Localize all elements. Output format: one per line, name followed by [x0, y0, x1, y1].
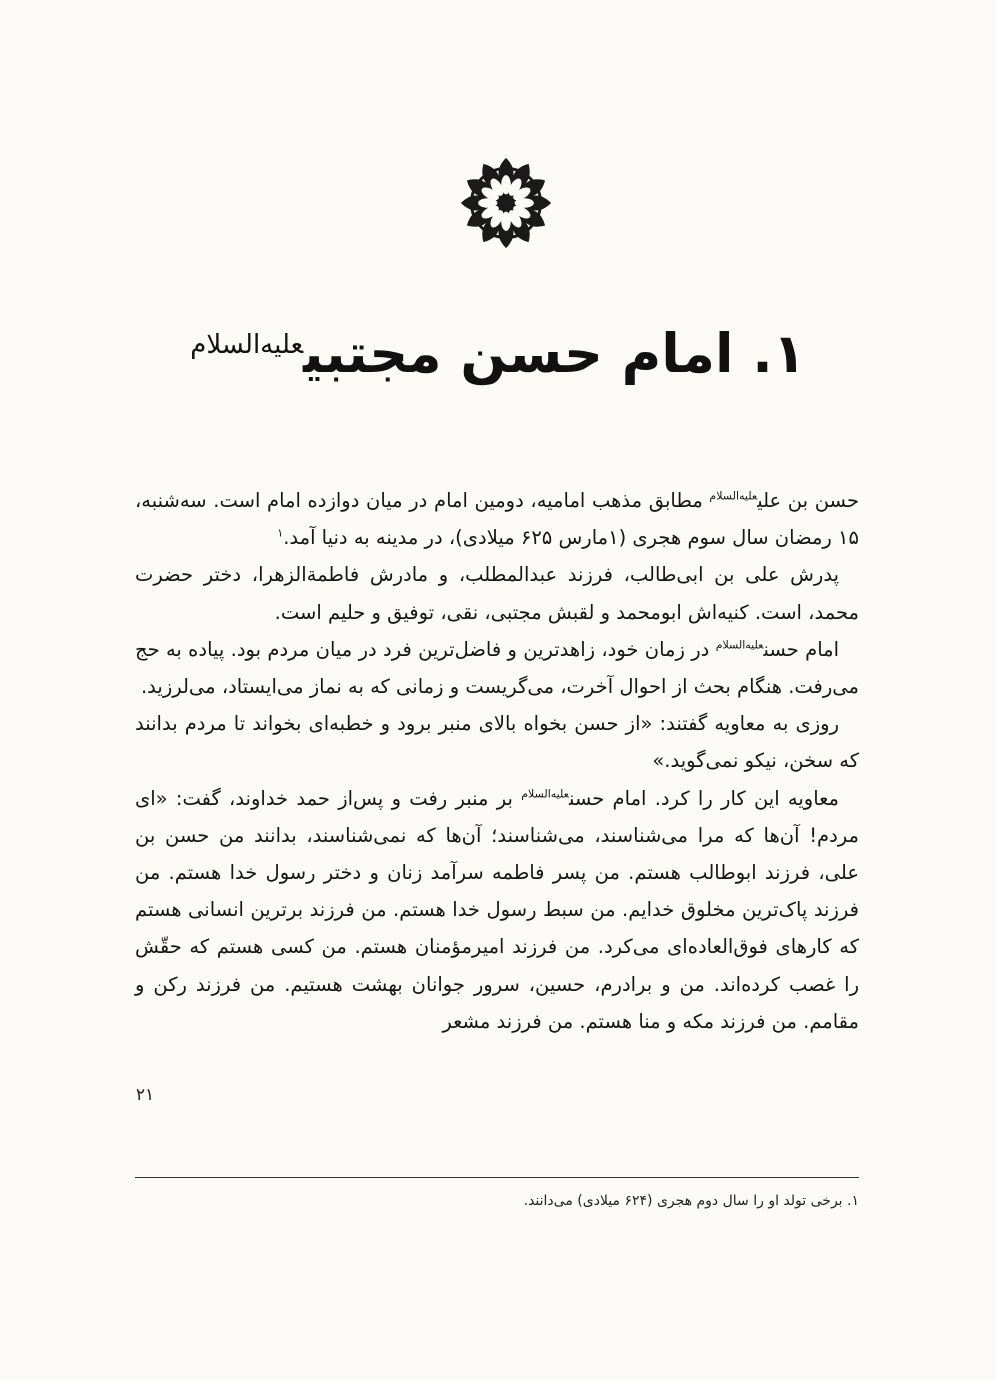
paragraph-1-text: مطابق مذهب امامیه، دومین امام در میان دوازده امام است. سه‌شنبه، ۱۵ رمضان سال سوم هجری (۱مارس ۶۲۵ میلادی)، در مدینه به دنیا آمد. [135, 489, 859, 550]
paragraph-5-text: بر منبر رفت و پس‌از حمد خداوند، گفت: «ای مردم! آن‌ها که مرا می‌شناسند، می‌شناسند؛ آن‌ها که نمی‌شناسند، بدانند من حسن بن علی، فرزند ابوطالب هستم. من پسر فاطمه سرآمد زنان و دختر رسول خدا هستم. من فرزند پاک‌ترین مخلوق خدایم. من سبط رسول خدا هستم. من فرزند برترین انسانی هستم که کارهای فوق‌العاده‌ای می‌کرد. من فرزند امیرمؤمنان هستم. من کسی هستم که حقّش را غصب کرده‌اند. من و برادرم، حسین، سرور جوانان بهشت هستیم. من فرزند رکن و مقامم. من فرزند مکه و منا هستم. من فرزند مشعر [135, 786, 859, 1033]
paragraph-3-start: امام حسن [763, 637, 839, 661]
paragraph-2: پدرش علی بن ابی‌طالب، فرزند عبدالمطلب، و مادرش فاطمة‌الزهرا، دختر حضرت محمد، است. کنیه‌اش ابومحمد و لقبش مجتبی، نقی، توفیق و حلیم است. [135, 563, 859, 624]
paragraph-3 [135, 631, 859, 705]
footnote-reference: ۱ [277, 526, 284, 540]
page-number: ۲۱ [135, 1085, 155, 1105]
paragraph-3-text: در زمان خود، زاهدترین و فاضل‌ترین فرد در میان مردم بود. پیاده به حج می‌رفت. هنگام بحث از احوال آخرت، می‌گریست و زمانی که به نماز می‌ایستاد، می‌لرزید. [135, 637, 859, 699]
paragraph-1-start: حسن بن علی [757, 489, 860, 512]
footnote: ۱. برخی تولد او را سال دوم هجری (۶۲۴ میلادی) می‌دانند. [523, 1193, 859, 1209]
footnote-divider [135, 1177, 859, 1178]
flower-rosette-icon [458, 155, 554, 251]
paragraph-4: روزی به معاویه گفتند: «از حسن بخواه بالای منبر برود و خطبه‌ای بخواند تا مردم بدانند که سخن، نیکو نمی‌گوید.» [135, 712, 859, 773]
paragraph-5 [135, 780, 859, 1040]
honorific-mark: علیه‌السلام [709, 489, 758, 503]
paragraph-1 [135, 482, 859, 556]
body-text [135, 482, 859, 1040]
honorific-mark: علیه‌السلام [715, 638, 764, 652]
honorific-mark: علیه‌السلام [190, 330, 304, 360]
paragraph-5-start: معاویه این کار را کرد. امام حسن [568, 786, 839, 810]
honorific-mark: علیه‌السلام [521, 787, 569, 801]
chapter-title-text: ۱. امام حسن مجتبی [303, 322, 806, 385]
chapter-title [0, 300, 996, 399]
